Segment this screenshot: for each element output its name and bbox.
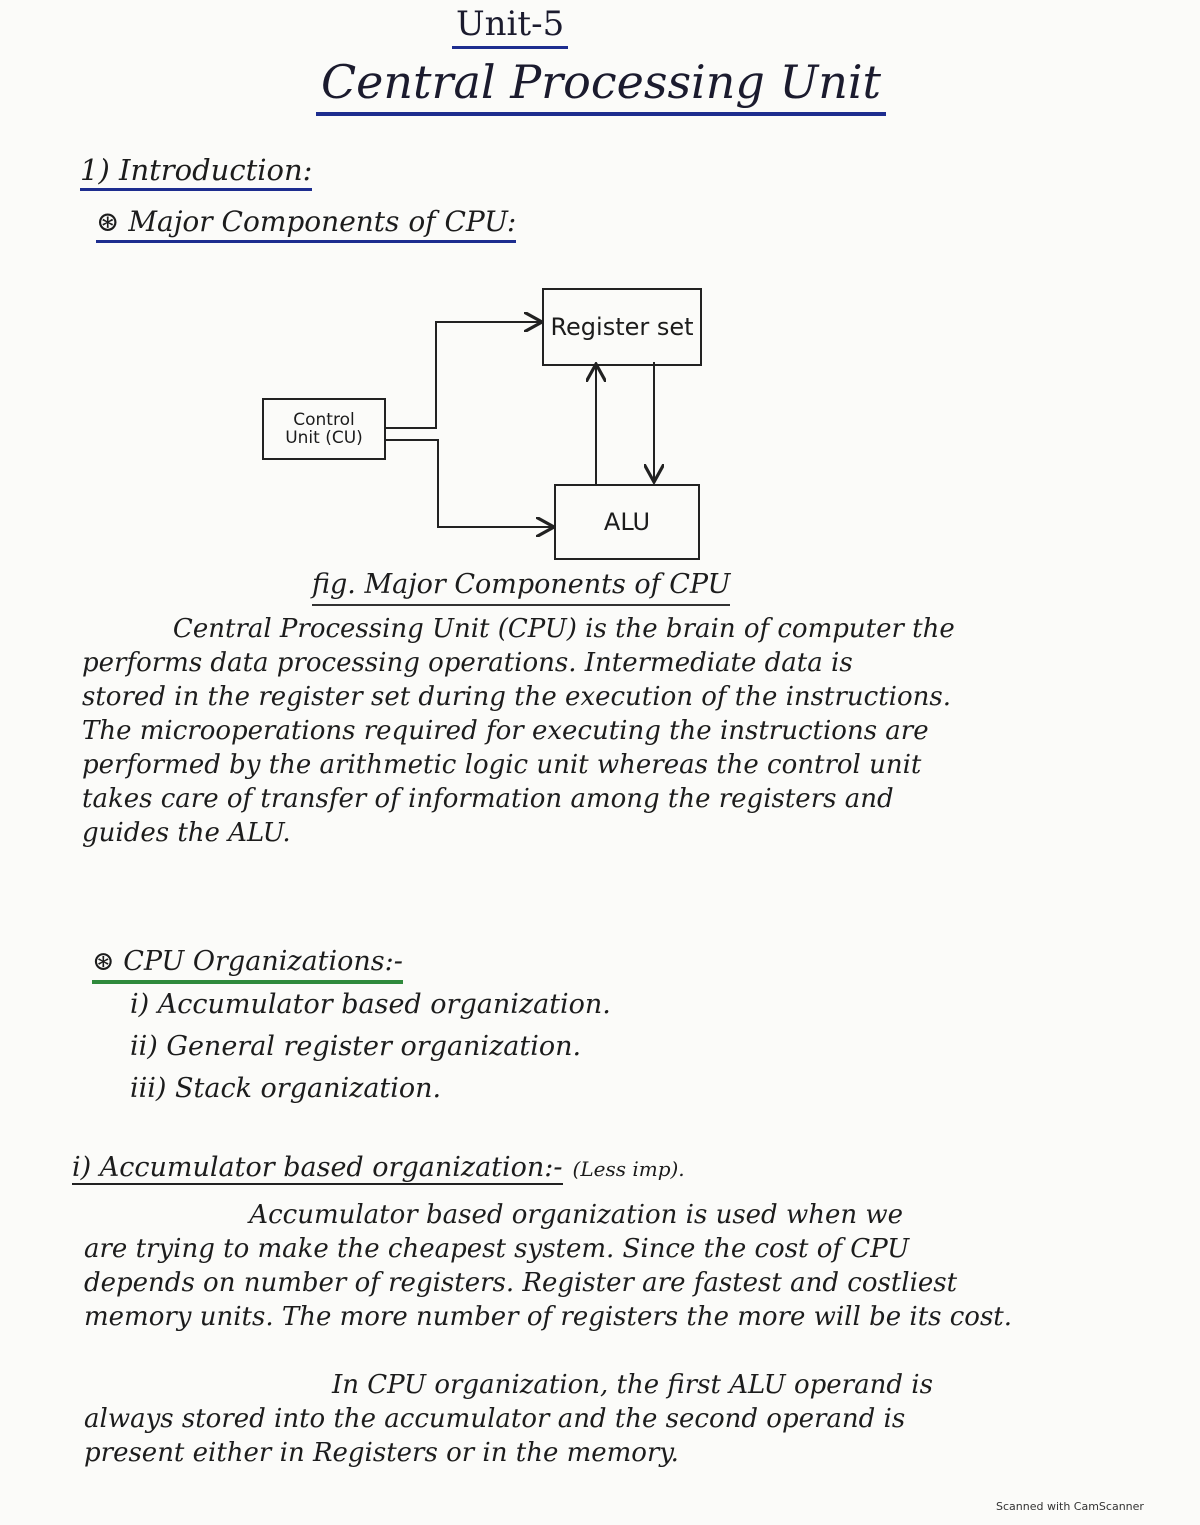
register-set-label: Register set — [550, 313, 694, 341]
page-title: Central Processing Unit — [316, 54, 886, 116]
cpu-description-paragraph: Central Processing Unit (CPU) is the brain of computer the performs data processing operations. Intermediate data is stored in the register set during the execution of the instructions. The microoperations required for executing the instructions are performed by the arithmetic logic unit whereas the control unit takes care of transfer of information among the registers and guides the ALU. — [82, 614, 955, 848]
section-heading-accumulator — [72, 1150, 685, 1187]
accumulator-heading-text: i) Accumulator based organization:- — [72, 1152, 563, 1183]
arrow-cu-to-alu — [384, 440, 552, 527]
control-unit-label-line2: Unit (CU) — [285, 428, 363, 448]
alu-box — [554, 484, 700, 560]
figure-caption: fig. Major Components of CPU — [312, 568, 730, 606]
accumulator-paragraph-1: Accumulator based organization is used when we are trying to make the cheapest system. Since the cost of CPU depends on number of registers. Register are fastest and costliest memory units. The more number of registers the more will be its cost. — [84, 1200, 1013, 1332]
section-heading-introduction: 1) Introduction: — [80, 152, 312, 191]
list-item: ii) General register organization. — [130, 1031, 582, 1062]
control-unit-label-line1: Control — [293, 410, 355, 430]
subheading-major-components: ⊛ Major Components of CPU: — [96, 204, 516, 243]
unit-number: Unit-5 — [452, 4, 568, 49]
control-unit-box — [262, 398, 386, 460]
scanner-watermark: Scanned with CamScanner — [996, 1500, 1144, 1513]
register-set-box — [542, 288, 702, 366]
list-item: iii) Stack organization. — [130, 1073, 442, 1104]
accumulator-paragraph-2: In CPU organization, the first ALU operand is always stored into the accumulator and the second operand is present either in Registers or in the memory. — [84, 1370, 933, 1468]
list-item: i) Accumulator based organization. — [130, 989, 611, 1020]
arrow-cu-to-register-set — [384, 322, 540, 428]
alu-label: ALU — [603, 508, 651, 536]
section-heading-cpu-organizations: ⊛ CPU Organizations:- — [92, 944, 403, 984]
importance-note: (Less imp). — [572, 1157, 685, 1181]
